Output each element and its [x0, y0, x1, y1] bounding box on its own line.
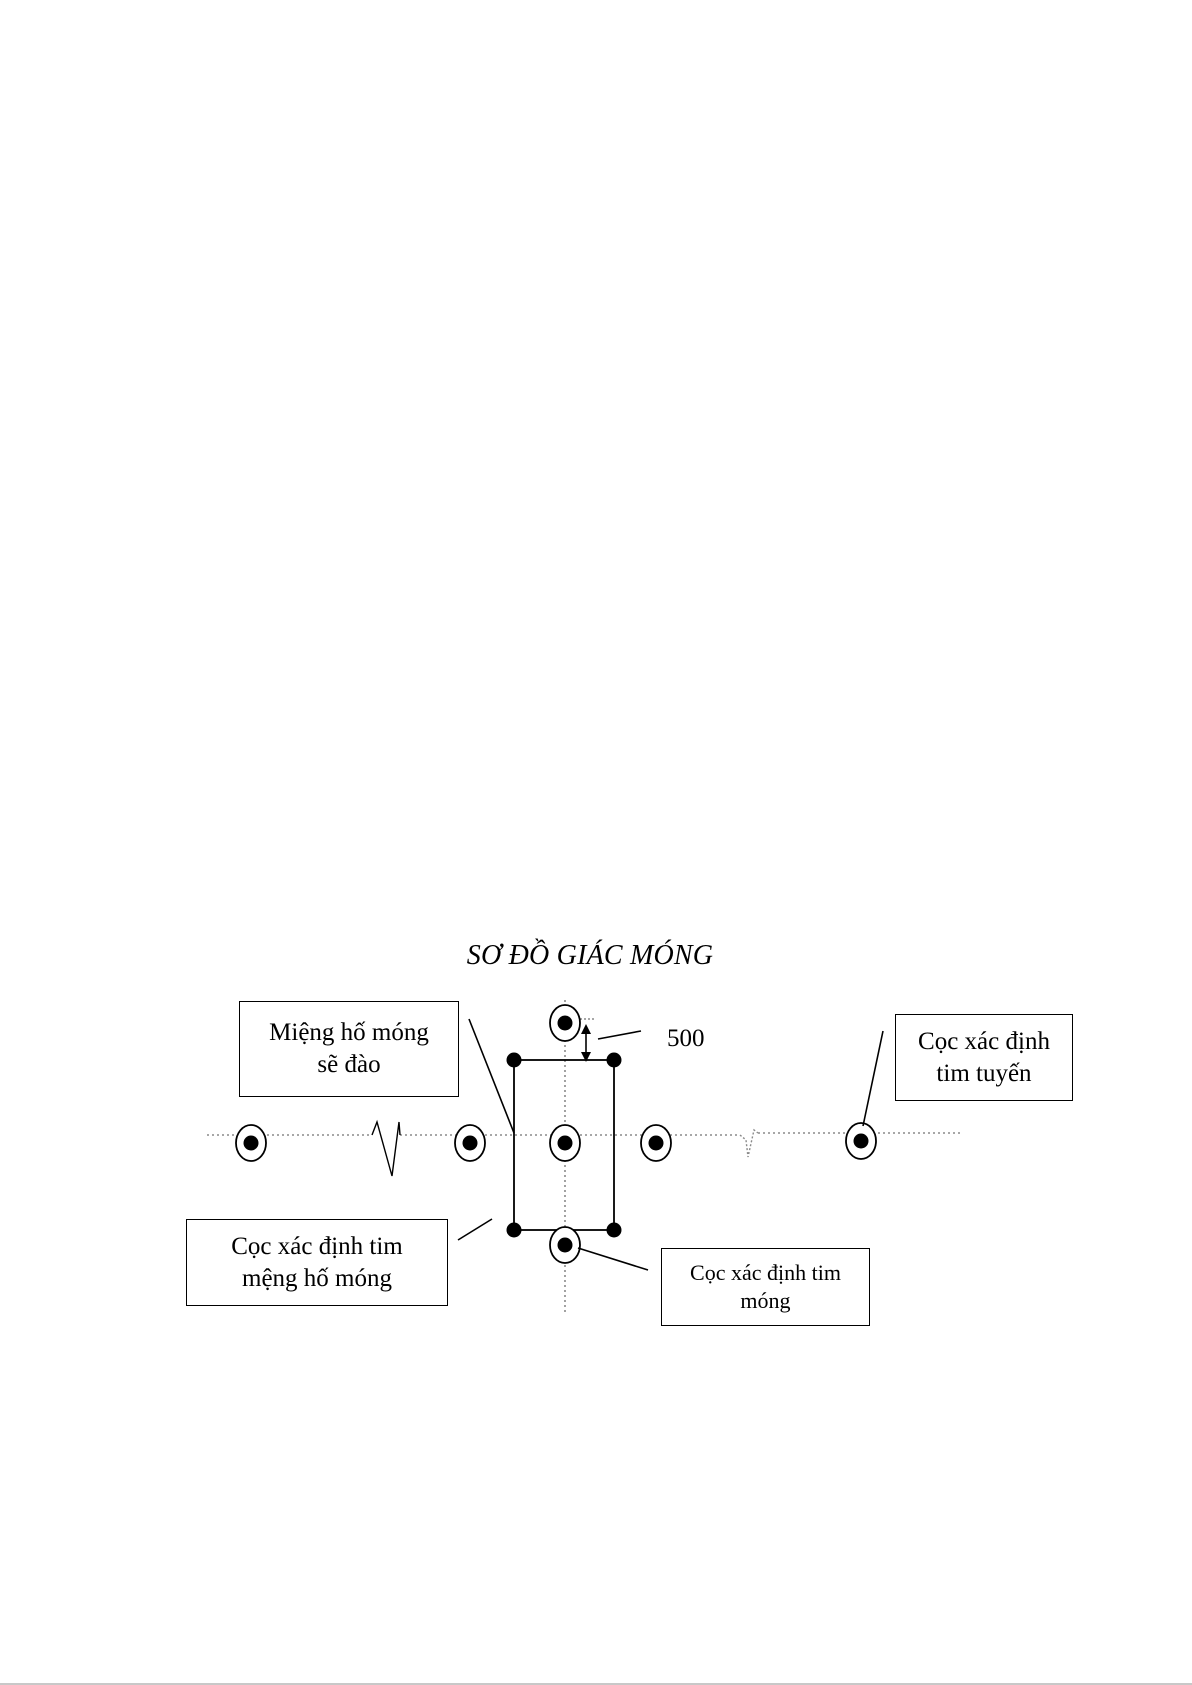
corner-stake-bottom-right — [607, 1223, 622, 1238]
leader-excavation-mouth — [469, 1019, 514, 1133]
route-stake-4 — [846, 1123, 876, 1159]
axis-stake-bottom — [550, 1227, 580, 1263]
callout-route-center-stake: Cọc xác định tim tuyến — [895, 1014, 1073, 1101]
diagram-title: SƠ ĐỒ GIÁC MÓNG — [466, 940, 714, 971]
corner-stake-top-left — [507, 1053, 522, 1068]
callout-excavation-mouth: Miệng hố móng sẽ đào — [239, 1001, 459, 1097]
route-stake-2 — [455, 1125, 485, 1161]
break-mark-left — [372, 1122, 400, 1176]
dimension-500-arrow — [581, 1024, 591, 1062]
leader-route-center — [863, 1031, 883, 1126]
corner-stake-top-right — [607, 1053, 622, 1068]
callout-foundation-center-stake: Cọc xác định tim móng — [661, 1248, 870, 1326]
leader-pit-center — [458, 1219, 492, 1240]
axis-stake-top — [550, 1005, 580, 1041]
dimension-label: 500 — [667, 1025, 705, 1052]
leader-500 — [598, 1031, 641, 1039]
foundation-center-stake — [550, 1125, 580, 1161]
corner-stake-bottom-left — [507, 1223, 522, 1238]
route-stake-3 — [641, 1125, 671, 1161]
leader-foundation-center — [578, 1248, 648, 1270]
break-mark-right — [740, 1130, 758, 1157]
callout-pit-center-stake: Cọc xác định tim mệng hố móng — [186, 1219, 448, 1306]
route-stake-1 — [236, 1125, 266, 1161]
